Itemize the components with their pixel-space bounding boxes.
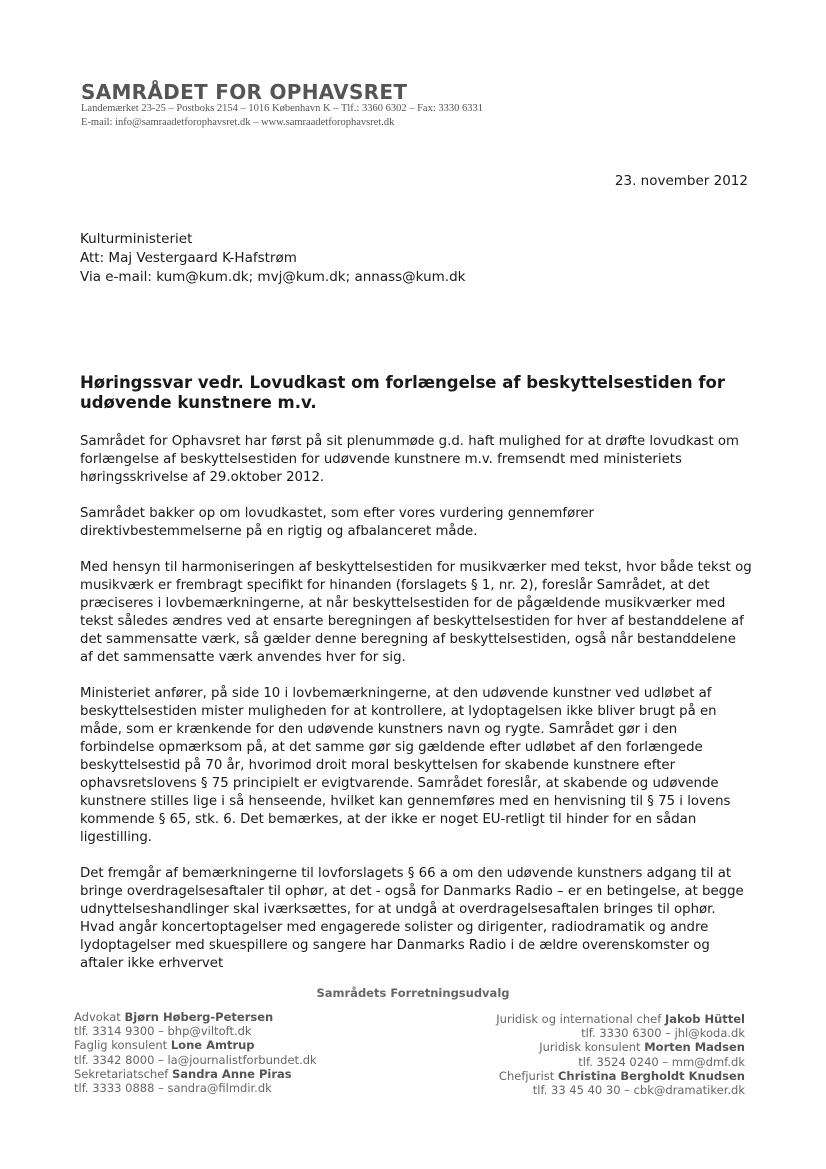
- member-name: Bjørn Høberg-Petersen: [124, 1010, 274, 1024]
- footer-right-column: [496, 1012, 745, 1097]
- member-name: Jakob Hüttel: [664, 1012, 745, 1026]
- member-name: Morten Madsen: [644, 1040, 745, 1055]
- recipient-line: Att: Maj Vestergaard K-Hafstrøm: [80, 250, 297, 266]
- org-address-line: Landemærket 23-25 – Postboks 2154 – 1016 København K – Tlf.: 3360 6302 – Fax: 3330 6331: [81, 103, 483, 114]
- member-role: Advokat: [74, 1010, 121, 1024]
- member-contact: tlf. 33 45 40 30 – cbk@dramatiker.dk: [532, 1083, 745, 1098]
- member-contact: tlf. 3524 0240 – mm@dmf.dk: [578, 1054, 745, 1069]
- org-contact-line: E-mail: info@samraadetforophavsret.dk – www.samraadetforophavsret.dk: [81, 117, 395, 128]
- body-paragraph: Det fremgår af bemærkningerne til lovforslagets § 66 a om den udøvende kunstners adgang til at bringe overdragelsesaftaler til ophør, at det - også for Danmarks Radio – er en betingelse, at begge udnyttelseshandlinger skal iværksættes, for at undgå at overdragelsesaftalen bringes til ophør. Hvad angår koncertoptagelser med engagerede solister og dirigenter, radiodramatik og andre lydoptagelser med skuespillere og sangere har Danmarks Radio i de ældre overenskomster og aftaler ikke erhvervet: [80, 866, 744, 971]
- member-role: Faglig konsulent: [74, 1038, 168, 1053]
- member-name: Sandra Anne Piras: [172, 1066, 292, 1081]
- member-role: Juridisk konsulent: [539, 1040, 641, 1055]
- body-paragraph: Ministeriet anfører, på side 10 i lovbemærkningerne, at den udøvende kunstner ved udløbet af beskyttelsestiden mister muligheden for at kontrollere, at lydoptagelsen ikke bliver brugt på en måde, som er krænkende for den udøvende kunstners navn og rygte. Samrådet gør i den forbindelse opmærksom på, at det samme gør sig gældende efter udløbet af den forlængede beskyttelsestid på 70 år, hvorimod droit moral beskyttelsen for skabende kunstnere efter ophavsretslovens § 75 principielt er evigtvarende. Samrådet foreslår, at skabende og udøvende kunstnere stilles lige i så henseende, hvilket kan gennemføres med en henvisning til § 75 i lovens kommende § 65, stk. 6. Det bemærkes, at der ikke er noget EU-retligt til hinder for en sådan ligestilling.: [80, 686, 731, 845]
- recipient-line: Kulturministeriet: [80, 231, 193, 247]
- letter-date: 23. november 2012: [614, 173, 748, 189]
- footer-left-column: [74, 1010, 317, 1095]
- member-contact: tlf. 3333 0888 – sandra@filmdir.dk: [74, 1081, 272, 1096]
- recipient-line: Via e-mail: kum@kum.dk; mvj@kum.dk; annass@kum.dk: [80, 269, 466, 285]
- member-role: Chefjurist: [498, 1068, 555, 1083]
- org-name: SAMRÅDET FOR OPHAVSRET: [81, 80, 408, 104]
- member-contact: tlf. 3342 8000 – la@journalistforbundet.dk: [74, 1052, 317, 1067]
- member-name: Christina Bergholdt Knudsen: [557, 1068, 745, 1083]
- member-role-name: [496, 1012, 745, 1026]
- member-role-name: [496, 1069, 745, 1083]
- letter-title: Høringssvar vedr. Lovudkast om forlængelse af beskyttelsestiden for udøvende kunstnere m.v.: [80, 373, 725, 412]
- body-paragraph: Samrådet bakker op om lovudkastet, som efter vores vurdering gennemfører direktivbestemmelserne på en rigtig og afbalanceret måde.: [80, 506, 595, 539]
- member-contact: tlf. 3330 6300 – jhl@koda.dk: [581, 1026, 745, 1041]
- member-contact: tlf. 3314 9300 – bhp@viltoft.dk: [74, 1024, 252, 1039]
- member-role-name: [74, 1010, 317, 1024]
- member-role: Juridisk og international chef: [496, 1012, 662, 1026]
- member-name: Lone Amtrup: [170, 1038, 255, 1053]
- footer-title: Samrådets Forretningsudvalg: [316, 986, 510, 1000]
- member-role-name: [74, 1067, 317, 1081]
- body-paragraph: Med hensyn til harmoniseringen af beskyttelsestiden for musikværker med tekst, hvor både tekst og musikværk er frembragt specifikt for hinanden (forslagets § 1, nr. 2), foreslår Samrådet, at det præciseres i lovbemærkningerne, at når beskyttelsestiden for de pågældende musikværker med tekst således ændres ved at ensarte beregningen af beskyttelsestiden for hver af bestanddelene af det sammensatte værk, så gælder denne beregning af beskyttelsestiden, også når bestanddelene af det sammensatte værk anvendes hver for sig.: [80, 560, 752, 665]
- member-role-name: [74, 1038, 317, 1052]
- letter-body: [80, 433, 752, 991]
- recipient-block: [80, 230, 465, 287]
- member-role-name: [496, 1040, 745, 1054]
- body-paragraph: Samrådet for Ophavsret har først på sit plenummøde g.d. haft mulighed for at drøfte lovudkast om forlængelse af beskyttelsestiden for udøvende kunstnere m.v. fremsendt med ministeriets høringsskrivelse af 29.oktober 2012.: [80, 434, 740, 485]
- member-role: Sekretariatschef: [74, 1066, 169, 1081]
